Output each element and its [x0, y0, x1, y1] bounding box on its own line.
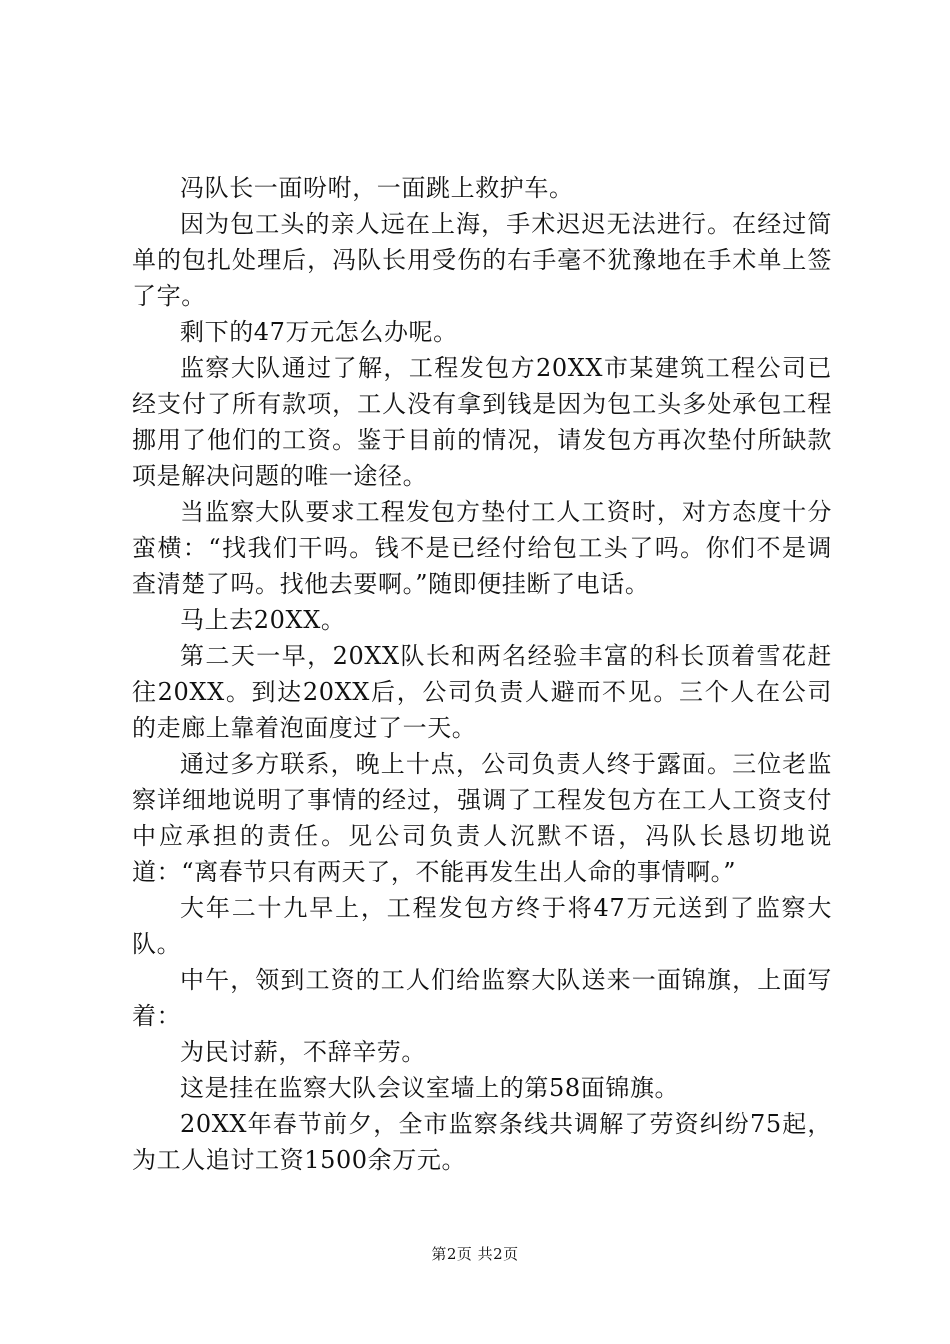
paragraph: 冯队长一面吩咐，一面跳上救护车。	[180, 174, 574, 202]
banner-motto: 为民讨薪，不辞辛劳。	[180, 1038, 426, 1066]
paragraph: 通过多方联系，晚上十点，公司负责人终于露面。三位老监察详细地说明了事情的经过，强调了工程发包方在工人工资支付中应承担的责任。见公司负责人沉默不语，冯队长恳切地说道：“离春节只有两天了，不能再发生出人命的事情啊。”	[132, 750, 832, 886]
paragraph: 当监察大队要求工程发包方垫付工人工资时，对方态度十分蛮横：“找我们干吗。钱不是已经付给包工头了吗。你们不是调查清楚了吗。找他去要啊。”随即便挂断了电话。	[132, 498, 832, 598]
document-body	[132, 170, 832, 1178]
paragraph: 因为包工头的亲人远在上海，手术迟迟无法进行。在经过简单的包扎处理后，冯队长用受伤的右手毫不犹豫地在手术单上签了字。	[132, 210, 832, 310]
paragraph: 中午，领到工资的工人们给监察大队送来一面锦旗，上面写着：	[132, 966, 832, 1030]
paragraph: 马上去20XX。	[180, 606, 346, 634]
paragraph: 剩下的47万元怎么办呢。	[180, 318, 458, 346]
paragraph: 监察大队通过了解，工程发包方20XX市某建筑工程公司已经支付了所有款项，工人没有拿到钱是因为包工头多处承包工程挪用了他们的工资。鉴于目前的情况，请发包方再次垫付所缺款项是解决问题的唯一途径。	[132, 354, 832, 490]
page-number-footer: 第2页 共2页	[431, 1245, 519, 1263]
paragraph: 第二天一早，20XX队长和两名经验丰富的科长顶着雪花赶往20XX。到达20XX后，公司负责人避而不见。三个人在公司的走廊上靠着泡面度过了一天。	[132, 642, 832, 742]
paragraph: 大年二十九早上，工程发包方终于将47万元送到了监察大队。	[132, 894, 832, 958]
paragraph: 这是挂在监察大队会议室墙上的第58面锦旗。	[180, 1074, 680, 1102]
paragraph: 20XX年春节前夕，全市监察条线共调解了劳资纠纷75起，为工人追讨工资1500余万元。	[132, 1110, 832, 1174]
